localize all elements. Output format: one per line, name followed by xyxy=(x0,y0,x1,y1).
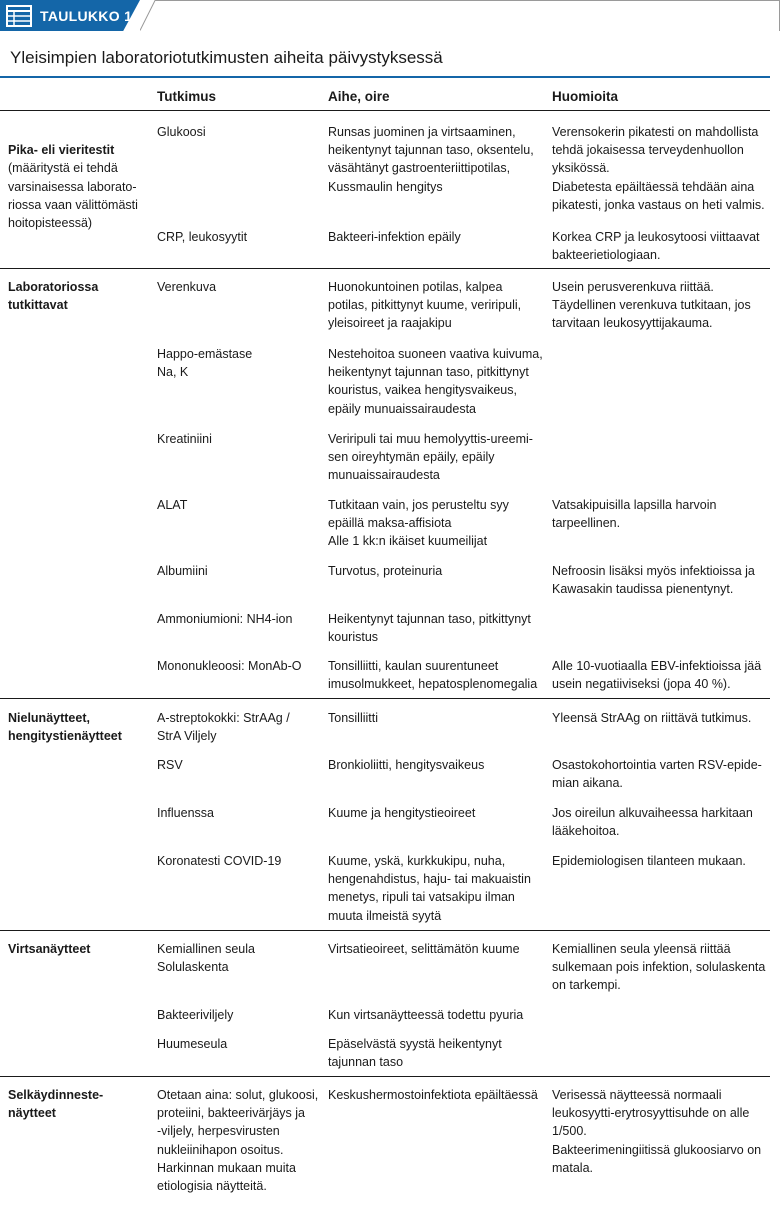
table-cell-test: Bakteeriviljely xyxy=(157,1008,234,1022)
table-cell-test: Kreatiniini xyxy=(157,432,212,446)
table-cell-notes: Verisessä näytteessä normaali leukosyytti-erytrosyyttisuhde on alle 1/500. Bakteerimeningiitissä glukoosiarvo on matala. xyxy=(552,1088,762,1175)
table-cell-notes: Alle 10-vuotiaalla EBV-infektioissa jää usein negatiiviseksi (jopa 40 %). xyxy=(552,659,762,692)
table-cell-test: Happo-emästase Na, K xyxy=(157,347,253,380)
table-cell-test: RSV xyxy=(157,758,183,772)
table-cell-notes: Kemiallinen seula yleensä riittää sulkemaan pois infektion, solulaskenta on tarkempi. xyxy=(552,942,766,993)
table-cell-indication: Veriripuli tai muu hemolyyttis-ureemi- sen oireyhtymän epäily, epäily munuaissairaudesta xyxy=(328,432,533,483)
table-cell-notes: Yleensä StrAAg on riittävä tutkimus. xyxy=(552,711,752,725)
table-cell-notes: Vatsakipuisilla lapsilla harvoin tarpeellinen. xyxy=(552,498,717,531)
table-cell-test: Ammoniumioni: NH4-ion xyxy=(157,612,293,626)
section-sublabel-pika: (määritystä ei tehdä varsinaisessa laborato- riossa vaan välittömästi hoitopisteessä) xyxy=(8,161,138,231)
table-cell-test: Otetaan aina: solut, glukoosi, proteiini, bakteerivärjäys ja -viljely, herpesvirusten nukleiinihapon osoitus. Harkinnan mukaan muita etiologisia näytteitä. xyxy=(157,1088,319,1194)
table-cell-notes: Epidemiologisen tilanteen mukaan. xyxy=(552,854,746,868)
table-cell-notes: Korkea CRP ja leukosytoosi viittaavat bakteerietiologiaan. xyxy=(552,230,760,263)
section-label-nielunaytteet: Nielunäytteet, hengitystienäytteet xyxy=(8,711,122,744)
table-cell-notes: Jos oireilun alkuvaiheessa harkitaan lääkehoitoa. xyxy=(552,806,753,839)
section-label-selkaydinneste: Selkäydinneste- näytteet xyxy=(8,1088,104,1121)
table-cell-indication: Virtsatieoireet, selittämätön kuume xyxy=(328,942,520,956)
header-outline xyxy=(140,0,780,31)
title-rule xyxy=(0,76,770,78)
section-divider xyxy=(0,1076,770,1077)
section-divider xyxy=(0,930,770,931)
table-cell-test: Huumeseula xyxy=(157,1037,228,1051)
section-divider xyxy=(0,268,770,269)
section-divider xyxy=(0,698,770,699)
table-cell-indication: Kun virtsanäytteessä todettu pyuria xyxy=(328,1008,524,1022)
table-cell-test: ALAT xyxy=(157,498,188,512)
table-cell-indication: Heikentynyt tajunnan taso, pitkittynyt kouristus xyxy=(328,612,531,645)
table-cell-test: Verenkuva xyxy=(157,280,217,294)
section-label-virtsanaytteet: Virtsanäytteet xyxy=(8,942,91,956)
table-cell-indication: Bakteeri-infektion epäily xyxy=(328,230,461,244)
table-cell-notes: Osastokohortointia varten RSV-epide- mian aikana. xyxy=(552,758,762,791)
table-cell-test: Koronatesti COVID-19 xyxy=(157,854,282,868)
table-icon xyxy=(6,5,32,27)
table-cell-indication: Kuume ja hengitystieoireet xyxy=(328,806,476,820)
table-cell-notes: Usein perusverenkuva riittää. Täydellinen verenkuva tutkitaan, jos tarvitaan leukosyyttijakauma. xyxy=(552,280,751,331)
table-cell-indication: Runsas juominen ja virtsaaminen, heikentynyt tajunnan taso, oksentelu, väsähtänyt gastroenteriittipotilas, Kussmaulin hengitys xyxy=(328,125,534,194)
table-cell-test: CRP, leukosyytit xyxy=(157,230,248,244)
section-label-laboratorio: Laboratoriossa tutkittavat xyxy=(8,280,99,313)
header-aihe-oire: Aihe, oire xyxy=(328,89,390,104)
table-cell-indication: Keskushermostoinfektiota epäiltäessä xyxy=(328,1088,538,1102)
table-cell-test: A-streptokokki: StrAAg / StrA Viljely xyxy=(157,711,290,744)
table-cell-indication: Kuume, yskä, kurkkukipu, nuha, hengenahdistus, haju- tai makuaistin menetys, ripuli tai vatsakipu ilman muuta ilmeistä syytä xyxy=(328,854,531,923)
table-cell-indication: Turvotus, proteinuria xyxy=(328,564,443,578)
table-cell-indication: Tonsilliitti xyxy=(328,711,379,725)
table-cell-indication: Tonsilliitti, kaulan suurentuneet imusolmukkeet, hepatosplenomegalia xyxy=(328,659,538,692)
header-tutkimus: Tutkimus xyxy=(157,89,217,104)
table-title: Yleisimpien laboratoriotutkimusten aiheita päivystyksessä xyxy=(10,48,443,67)
table-cell-test: Kemiallinen seula Solulaskenta xyxy=(157,942,255,975)
table-cell-indication: Tutkitaan vain, jos perusteltu syy epäillä maksa-affisiota Alle 1 kk:n ikäiset kuumeilijat xyxy=(328,498,509,549)
table-label-tab xyxy=(0,0,136,31)
table-cell-indication: Bronkioliitti, hengitysvaikeus xyxy=(328,758,485,772)
table-cell-indication: Epäselvästä syystä heikentynyt tajunnan taso xyxy=(328,1037,502,1070)
table-cell-test: Albumiini xyxy=(157,564,208,578)
table-cell-indication: Nestehoitoa suoneen vaativa kuivuma, heikentynyt tajunnan taso, pitkittynyt kouristus, vaikea hengitysvaikeus, epäily munuaissairaudesta xyxy=(328,347,543,416)
table-cell-test: Glukoosi xyxy=(157,125,206,139)
section-label-pika: Pika- eli vieritestit (määritystä ei tehdä varsinaisessa laborato- riossa vaan välittömästi hoitopisteessä) xyxy=(8,123,148,250)
table-cell-notes: Nefroosin lisäksi myös infektioissa ja Kawasakin taudissa pienentynyt. xyxy=(552,564,755,597)
table-cell-test: Mononukleoosi: MonAb-O xyxy=(157,659,302,673)
table-cell-indication: Huonokuntoinen potilas, kalpea potilas, pitkittynyt kuume, veriripuli, yleisoireet ja raajakipu xyxy=(328,280,522,331)
table-cell-test: Influenssa xyxy=(157,806,214,820)
header-huomioita: Huomioita xyxy=(552,89,618,104)
table-cell-notes: Verensokerin pikatesti on mahdollista tehdä jokaisessa terveydenhuollon yksikössä. Diabetesta epäiltäessä tehdään aina pikatesti, jonka vastaus on heti valmis. xyxy=(552,125,765,212)
header-rule xyxy=(0,110,770,111)
table-label: TAULUKKO 1. xyxy=(40,7,137,24)
